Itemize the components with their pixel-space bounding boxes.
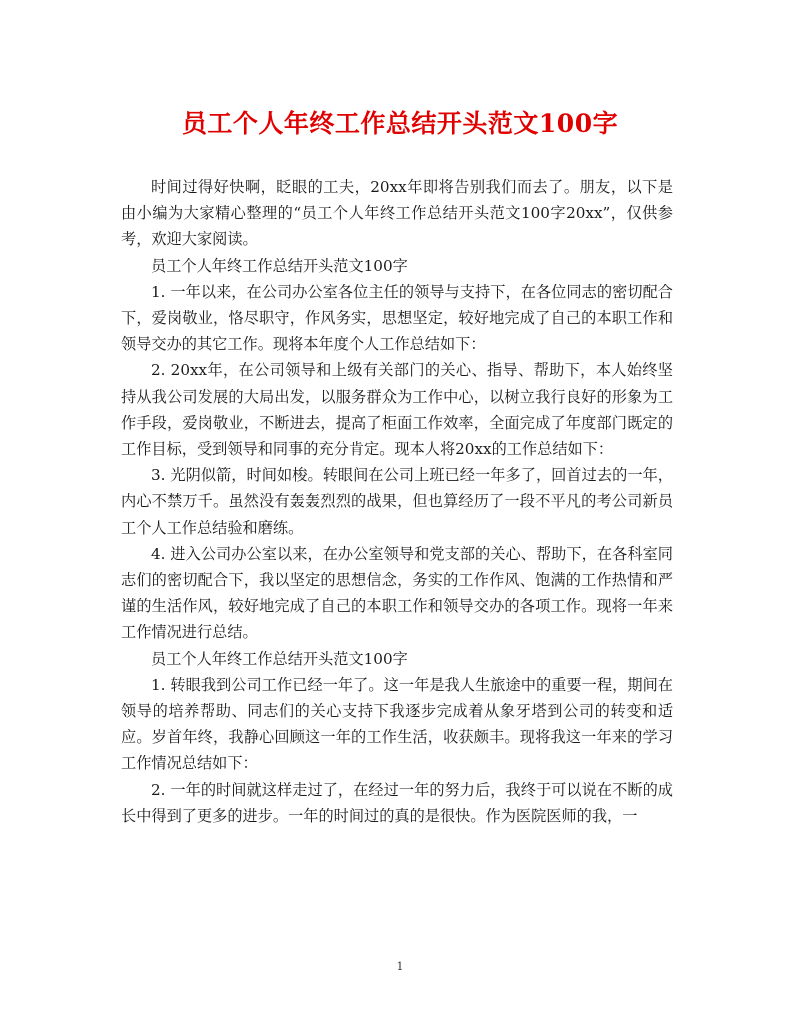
paragraph: 1. 转眼我到公司工作已经一年了。这一年是我人生旅途中的重要一程，期间在领导的培养帮助、同志们的关心支持下我逐步完成着从象牙塔到公司的转变和适应。岁首年终，我静心回顾这一年的工作生活，收获颇丰。现将我这一年来的学习工作情况总结如下： <box>121 675 673 773</box>
page-number: 1 <box>396 960 404 973</box>
paragraph-intro: 时间过得好快啊，眨眼的工夫，20xx年即将告别我们而去了。朋友，以下是由小编为大家精心整理的“员工个人年终工作总结开头范文100字20xx”，仅供参考，欢迎大家阅读。 <box>121 178 673 249</box>
paragraph: 2. 20xx年，在公司领导和上级有关部门的关心、指导、帮助下，本人始终坚持从我公司发展的大局出发，以服务群众为工作中心，以树立我行良好的形象为工作手段，爱岗敬业，不断进去，提高了柜面工作效率，全面完成了年度部门既定的工作目标，受到领导和同事的充分肯定。现本人将20xx的工作总结如下： <box>121 361 673 459</box>
section-heading: 员工个人年终工作总结开头范文100字 <box>151 256 408 275</box>
section-heading: 员工个人年终工作总结开头范文100字 <box>151 649 408 668</box>
paragraph: 3. 光阴似箭，时间如梭。转眼间在公司上班已经一年多了，回首过去的一年，内心不禁万千。虽然没有轰轰烈烈的战果，但也算经历了一段不平凡的考公司新员工个人工作总结验和磨练。 <box>121 466 673 537</box>
paragraph: 4. 进入公司办公室以来，在办公室领导和党支部的关心、帮助下，在各科室同志们的密切配合下，我以坚定的思想信念，务实的工作作风、饱满的工作热情和严谨的生活作风，较好地完成了自己的本职工作和领导交办的各项工作。现将一年来工作情况进行总结。 <box>121 544 673 642</box>
paragraph: 1. 一年以来，在公司办公室各位主任的领导与支持下，在各位同志的密切配合下，爱岗敬业，恪尽职守，作风务实，思想坚定，较好地完成了自己的本职工作和领导交办的其它工作。现将本年度个人工作总结如下： <box>121 282 673 354</box>
document-body <box>121 174 673 829</box>
paragraph: 2. 一年的时间就这样走过了，在经过一年的努力后，我终于可以说在不断的成长中得到了更多的进步。一年的时间过的真的是很快。作为医院医师的我，一 <box>121 780 673 825</box>
document-title: 员工个人年终工作总结开头范文100字 <box>181 109 619 138</box>
